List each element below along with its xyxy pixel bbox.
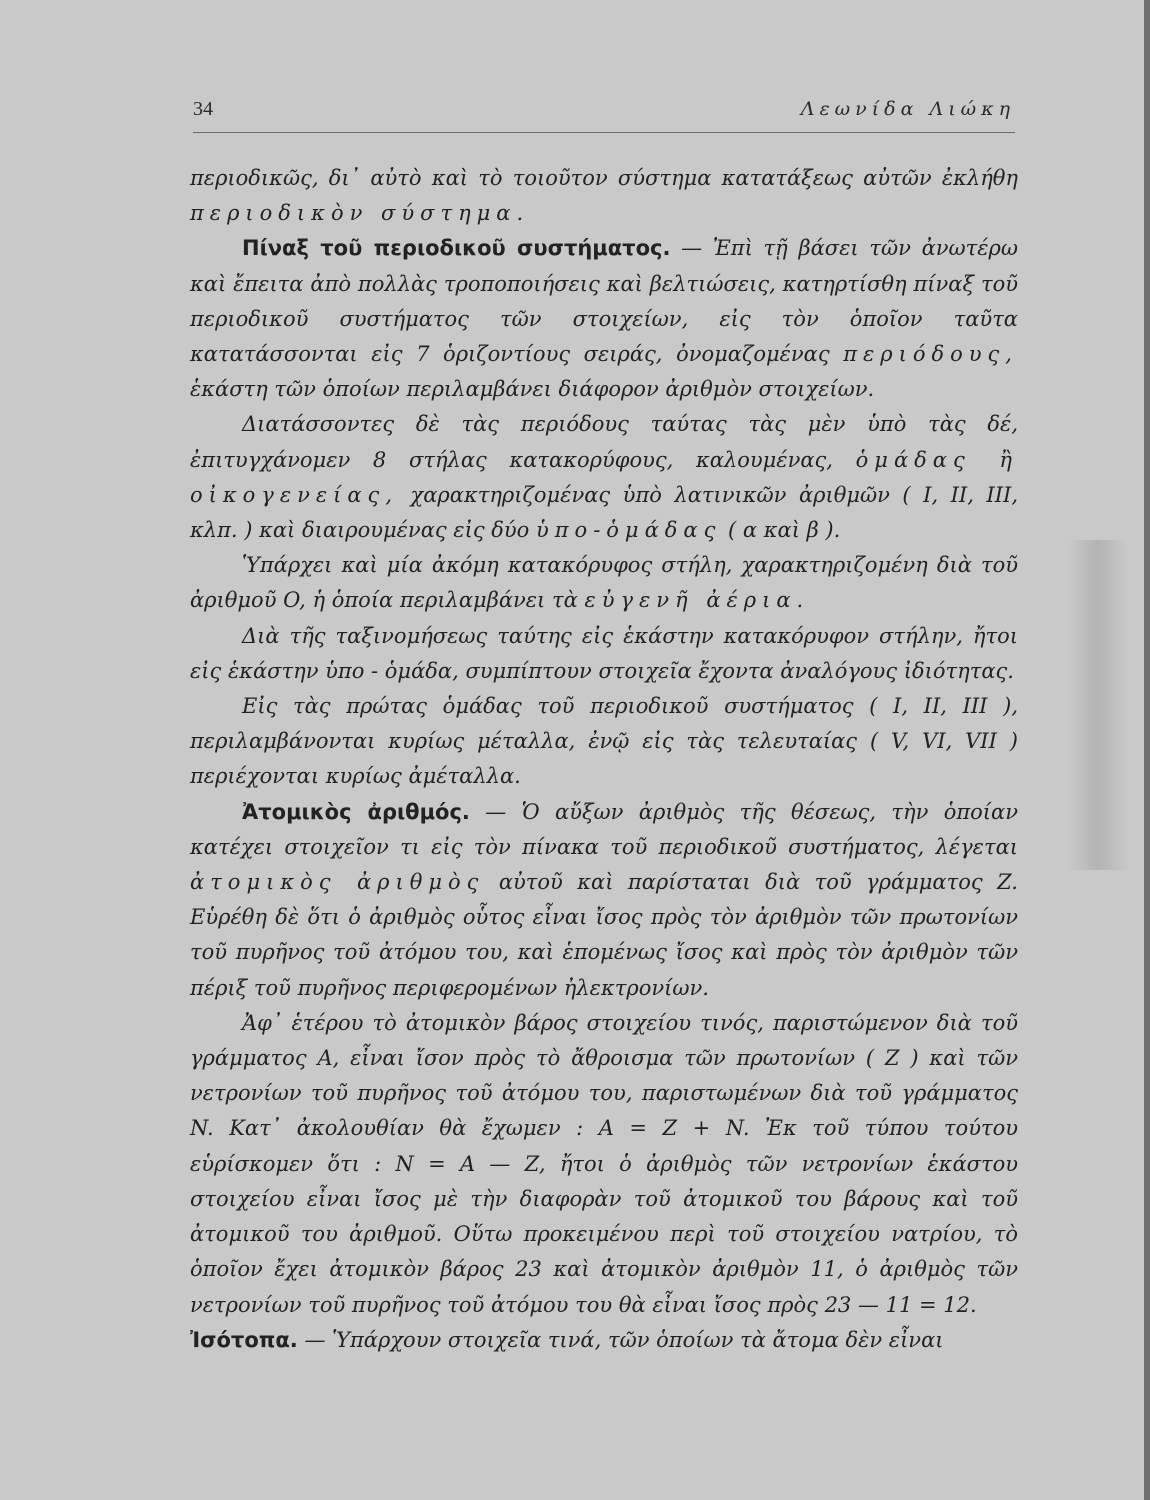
- spaced-term: εὐγενῆ ἀέρια.: [584, 588, 810, 613]
- paragraph-1: περιοδικῶς, δι᾽ αὐτὸ καὶ τὸ τοιοῦτον σύστημα κατατάξεως αὐτῶν ἐκλήθη περιοδικὸν σύστημα.: [190, 166, 1018, 226]
- section-heading: Ἰσότοπα.: [190, 1327, 298, 1352]
- paragraph-4: Ὑπάρχει καὶ μία ἀκόμη κατακόρυφος στήλη, χαρακτηριζομένη διὰ τοῦ ἀριθμοῦ O, ἡ ὁποία περιλαμβάνει τὰ εὐγενῆ ἀέρια.: [190, 553, 1018, 613]
- paragraph-6: Εἰς τὰς πρώτας ὁμάδας τοῦ περιοδικοῦ συστήματος ( I, II, III ), περιλαμβάνονται κυρίως μέταλλα, ἐνῷ εἰς τὰς τελευταίας ( V, VI, VII ) περιέχονται κυρίως ἀμέταλλα.: [190, 694, 1018, 789]
- spaced-term: περιοδικὸν σύστημα.: [190, 201, 530, 226]
- body-text: [190, 161, 1018, 1358]
- section-heading: Ἀτομικὸς ἀριθμός.: [242, 799, 470, 824]
- spaced-term: ὁμάδας ἢ οἰκογενείας,: [190, 447, 1018, 507]
- page-number: 34: [193, 98, 213, 120]
- running-head: Λεωνίδα Λιώκη: [800, 98, 1015, 120]
- bleed-through-shadow: [1068, 540, 1128, 870]
- paragraph-8: Ἀφ᾽ ἑτέρου τὸ ἀτομικὸν βάρος στοιχείου τινός, παριστώμενον διὰ τοῦ γράμματος A, εἶναι ἴσον πρὸς τὸ ἄθροισμα τῶν πρωτονίων ( Z ) καὶ τῶν νετρονίων τοῦ πυρῆνος τοῦ ἀτόμου του, παριστωμένων διὰ τοῦ γράμματος N. Κατ᾽ ἀκολουθίαν θὰ ἔχωμεν : A = Z + N. Ἐκ τοῦ τύπου τούτου εὑρίσκομεν ὅτι : N = A — Z, ἤτοι ὁ ἀριθμὸς τῶν νετρονίων ἑκάστου στοιχείου εἶναι ἴσος μὲ τὴν διαφορὰν τοῦ ἀτομικοῦ του βάρους καὶ τοῦ ἀτομικοῦ του ἀριθμοῦ. Οὕτω προκειμένου περὶ τοῦ στοιχείου νατρίου, τὸ ὁποῖον ἔχει ἀτομικὸν βάρος 23 καὶ ἀτομικὸν ἀριθμὸν 11, ὁ ἀριθμὸς τῶν νετρονίων τοῦ πυρῆνος τοῦ ἀτόμου του θὰ εἶναι ἴσος πρὸς 23 — 11 = 12.: [190, 1010, 1018, 1317]
- section-heading: Πίναξ τοῦ περιοδικοῦ συστήματος.: [242, 236, 671, 261]
- paragraph-atomic-number: Ἀτομικὸς ἀριθμός. — Ὁ αὔξων ἀριθμὸς τῆς θέσεως, τὴν ὁποίαν κατέχει στοιχεῖον τι εἰς τὸν πίνακα τοῦ περιοδικοῦ συστήματος, λέγεται ἀτομικὸς ἀριθμὸς αὐτοῦ καὶ παρίσταται διὰ τοῦ γράμματος Z. Εὑρέθη δὲ ὅτι ὁ ἀριθμὸς οὗτος εἶναι ἴσος πρὸς τὸν ἀριθμὸν τῶν πρωτονίων τοῦ πυρῆνος τοῦ ἀτόμου του, καὶ ἑπομένως ἴσος καὶ πρὸς τὸν ἀριθμὸν τῶν πέριξ τοῦ πυρῆνος περιφερομένων ἠλεκτρονίων.: [190, 799, 1018, 1000]
- page-edge: [1144, 0, 1150, 1500]
- spaced-term: ὑπο-ὁμάδας: [535, 518, 722, 543]
- page-header: [193, 96, 1015, 133]
- paragraph-3: Διατάσσοντες δὲ τὰς περιόδους ταύτας τὰς μὲν ὑπὸ τὰς δέ, ἐπιτυγχάνομεν 8 στήλας κατακορύφους, καλουμένας, ὁμάδας ἢ οἰκογενείας, χαρακτηριζομένας ὑπὸ λατινικῶν ἀριθμῶν ( I, II, III, κλπ. ) καὶ διαιρουμένας εἰς δύο ὑπο-ὁμάδας ( α καὶ β ).: [190, 412, 1018, 543]
- spaced-term: ἀτομικὸς ἀριθμὸς: [190, 870, 485, 895]
- spaced-term: περιόδους,: [843, 342, 1018, 367]
- paragraph-5: Διὰ τῆς ταξινομήσεως ταύτης εἰς ἑκάστην κατακόρυφον στήλην, ἤτοι εἰς ἑκάστην ὑπο - ὁμάδα, συμπίπτουν στοιχεῖα ἔχοντα ἀναλόγους ἰδιότητας.: [190, 623, 1018, 683]
- paragraph-periodic-table: Πίναξ τοῦ περιοδικοῦ συστήματος. — Ἐπὶ τῇ βάσει τῶν ἀνωτέρω καὶ ἔπειτα ἀπὸ πολλὰς τροποποιήσεις καὶ βελτιώσεις, κατηρτίσθη πίναξ τοῦ περιοδικοῦ συστήματος τῶν στοιχείων, εἰς τὸν ὁποῖον ταῦτα κατατάσσονται εἰς 7 ὁριζοντίους σειράς, ὀνομαζομένας περιόδους, ἑκάστη τῶν ὁποίων περιλαμβάνει διάφορον ἀριθμὸν στοιχείων.: [190, 236, 1018, 402]
- paragraph-isotopes: Ἰσότοπα. — Ὑπάρχουν στοιχεῖα τινά, τῶν ὁποίων τὰ ἄτομα δὲν εἶναι: [190, 1327, 944, 1352]
